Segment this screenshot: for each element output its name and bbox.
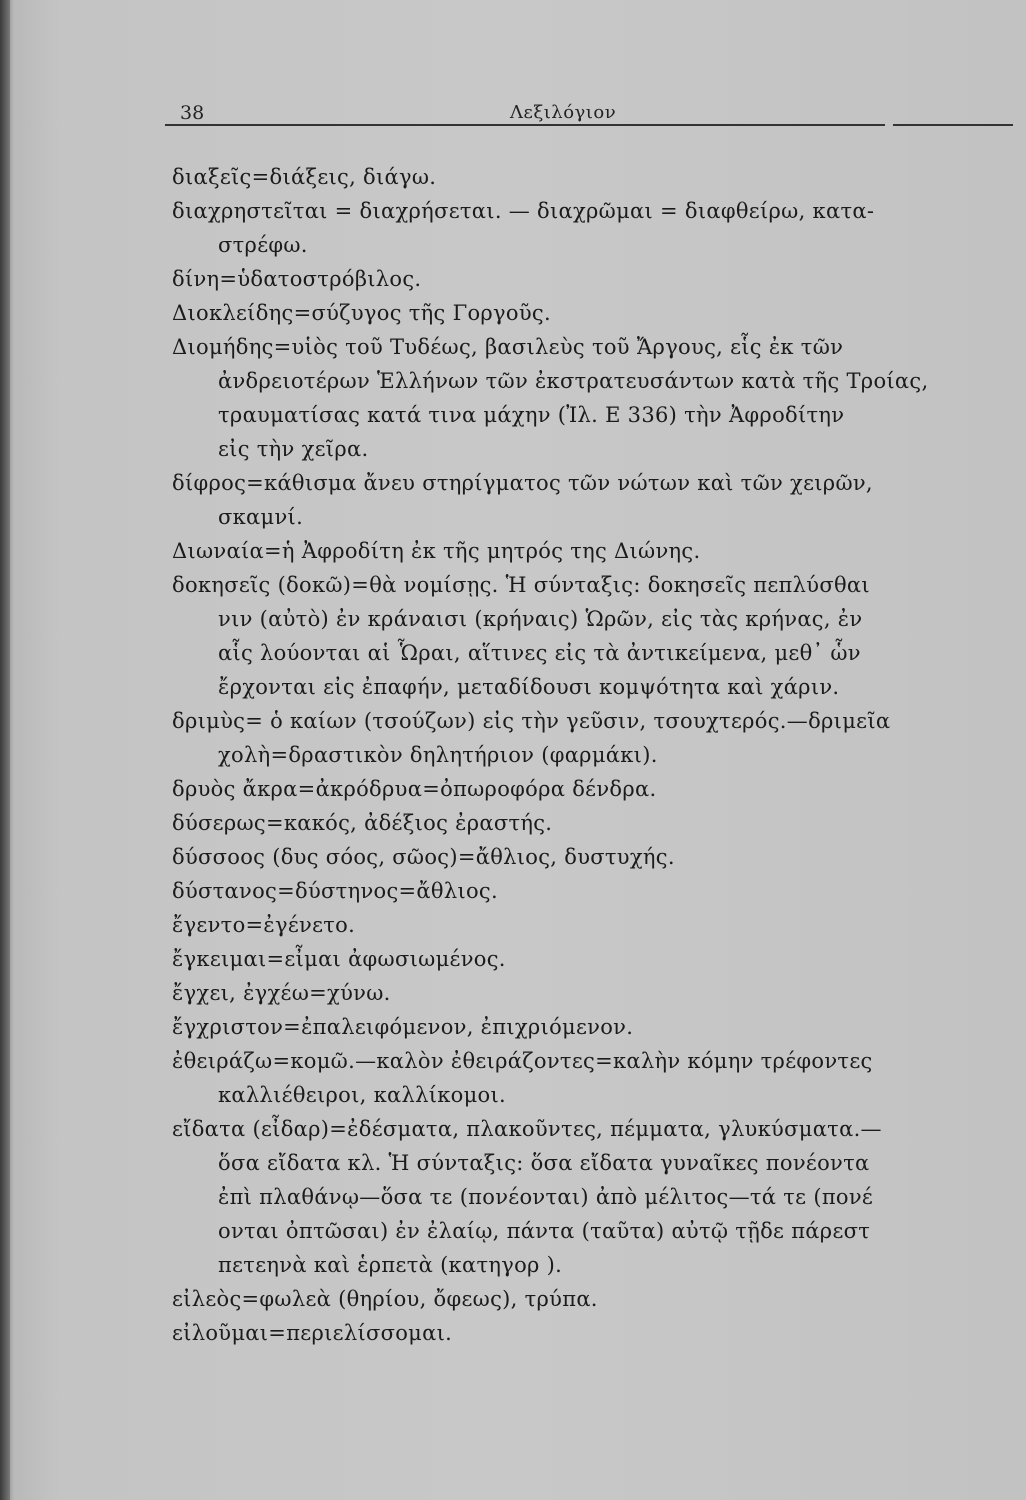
- header-rule: [165, 124, 885, 126]
- entry-continuation: ἀνδρειοτέρων Ἑλλήνων τῶν ἐκστρατευσάντων κατὰ τῆς Τροίας,: [218, 369, 929, 393]
- glossary-entry: [172, 1010, 1022, 1044]
- entry-headline: διαχρηστεῖται = διαχρήσεται. — διαχρῶμαι = διαφθείρω, κατα-: [172, 199, 875, 223]
- entry-continuation: ὅσα εἴδατα κλ. Ἡ σύνταξις: ὅσα εἴδατα γυναῖκες πονέοντα: [218, 1151, 870, 1175]
- entry-headline: δίφρος=κάθισμα ἄνευ στηρίγματος τῶν νώτων καὶ τῶν χειρῶν,: [172, 471, 873, 495]
- entry-headline: δοκησεῖς (δοκῶ)=θὰ νομίσῃς. Ἡ σύνταξις: δοκησεῖς πεπλύσθαι: [172, 573, 870, 597]
- entry-headline: ἔγχριστον=ἐπαλειφόμενον, ἐπιχριόμενον.: [172, 1015, 634, 1039]
- entry-headline: δριμὺς= ὁ καίων (τσούζων) εἰς τὴν γεῦσιν, τσουχτερός.—δριμεῖα: [172, 709, 891, 733]
- glossary-entry: [172, 194, 1022, 262]
- book-spine-shadow: [0, 0, 10, 1500]
- glossary-entry: [172, 942, 1022, 976]
- running-title: Λεξιλόγιον: [510, 102, 617, 123]
- entry-headline: Διοκλείδης=σύζυγος τῆς Γοργοῦς.: [172, 301, 551, 325]
- entry-continuation: ἔρχονται εἰς ἐπαφήν, μεταδίδουσι κομψότητα καὶ χάριν.: [218, 675, 840, 699]
- entry-headline: διαξεῖς=διάξεις, διάγω.: [172, 165, 437, 189]
- entry-continuation: τραυματίσας κατά τινα μάχην (Ἰλ. Ε 336) τὴν Ἀφροδίτην: [218, 403, 845, 427]
- entry-continuation: ἐπὶ πλαθάνῳ—ὅσα τε (πονέονται) ἀπὸ μέλιτος—τά τε (πονέ: [218, 1185, 874, 1209]
- glossary-entry: [172, 160, 1022, 194]
- glossary-entry: [172, 874, 1022, 908]
- glossary-entry: [172, 296, 1022, 330]
- glossary-entry: [172, 262, 1022, 296]
- entry-headline: Διομήδης=υἱὸς τοῦ Τυδέως, βασιλεὺς τοῦ Ἄργους, εἷς ἐκ τῶν: [172, 335, 844, 359]
- entry-continuation: καλλιέθειροι, καλλίκομοι.: [218, 1083, 506, 1107]
- entry-continuation: στρέφω.: [218, 233, 308, 257]
- header-rule-right: [893, 124, 1013, 126]
- glossary-entry: [172, 1282, 1022, 1316]
- glossary-entry: [172, 976, 1022, 1010]
- entry-headline: εἰλοῦμαι=περιελίσσομαι.: [172, 1321, 453, 1345]
- entry-continuation: χολὴ=δραστικὸν δηλητήριον (φαρμάκι).: [218, 743, 658, 767]
- entry-headline: εἴδατα (εἶδαρ)=ἐδέσματα, πλακοῦντες, πέμματα, γλυκύσματα.—: [172, 1117, 882, 1141]
- entry-continuation: εἰς τὴν χεῖρα.: [218, 437, 369, 461]
- entry-headline: δρυὸς ἄκρα=ἀκρόδρυα=ὀπωροφόρα δένδρα.: [172, 777, 657, 801]
- glossary-entry: [172, 806, 1022, 840]
- glossary-entry: [172, 466, 1022, 534]
- entry-headline: δύσερως=κακός, ἀδέξιος ἐραστής.: [172, 811, 553, 835]
- glossary-entry: [172, 704, 1022, 772]
- entry-headline: ἐθειράζω=κομῶ.—καλὸν ἐθειράζοντες=καλὴν κόμην τρέφοντες: [172, 1049, 873, 1073]
- entry-continuation: αἷς λούονται αἱ Ὧραι, αἵτινες εἰς τὰ ἀντικείμενα, μεθ᾽ ὧν: [218, 641, 861, 665]
- glossary-entry: [172, 1112, 1022, 1282]
- glossary-entry: [172, 908, 1022, 942]
- glossary-entry: [172, 330, 1022, 466]
- entry-headline: ἔγκειμαι=εἶμαι ἀφωσιωμένος.: [172, 947, 506, 971]
- glossary-entry: [172, 1044, 1022, 1112]
- entry-headline: ἔγχει, ἐγχέω=χύνω.: [172, 981, 391, 1005]
- glossary-entry: [172, 568, 1022, 704]
- page-number: 38: [180, 102, 205, 124]
- entry-continuation: ονται ὀπτῶσαι) ἐν ἐλαίῳ, πάντα (ταῦτα) αὐτῷ τῇδε πάρεστ: [218, 1219, 871, 1243]
- entry-continuation: σκαμνί.: [218, 505, 304, 529]
- glossary-entry: [172, 534, 1022, 568]
- glossary-entries: [172, 160, 1022, 1350]
- glossary-entry: [172, 1316, 1022, 1350]
- entry-headline: εἰλεὸς=φωλεὰ (θηρίου, ὄφεως), τρύπα.: [172, 1287, 598, 1311]
- entry-continuation: πετεηνὰ καὶ ἑρπετὰ (κατηγορ ).: [218, 1253, 563, 1277]
- glossary-entry: [172, 772, 1022, 806]
- entry-headline: δίνη=ὑδατοστρόβιλος.: [172, 267, 422, 291]
- entry-continuation: νιν (αὐτὸ) ἐν κράναισι (κρήναις) Ὡρῶν, εἰς τὰς κρήνας, ἐν: [218, 607, 863, 631]
- entry-headline: δύσσοος (δυς σόος, σῶος)=ἄθλιος, δυστυχής.: [172, 845, 675, 869]
- entry-headline: Διωναία=ἡ Ἀφροδίτη ἐκ τῆς μητρός της Διώνης.: [172, 539, 701, 563]
- entry-headline: ἔγεντο=ἐγένετο.: [172, 913, 356, 937]
- entry-headline: δύστανος=δύστηνος=ἄθλιος.: [172, 879, 498, 903]
- glossary-entry: [172, 840, 1022, 874]
